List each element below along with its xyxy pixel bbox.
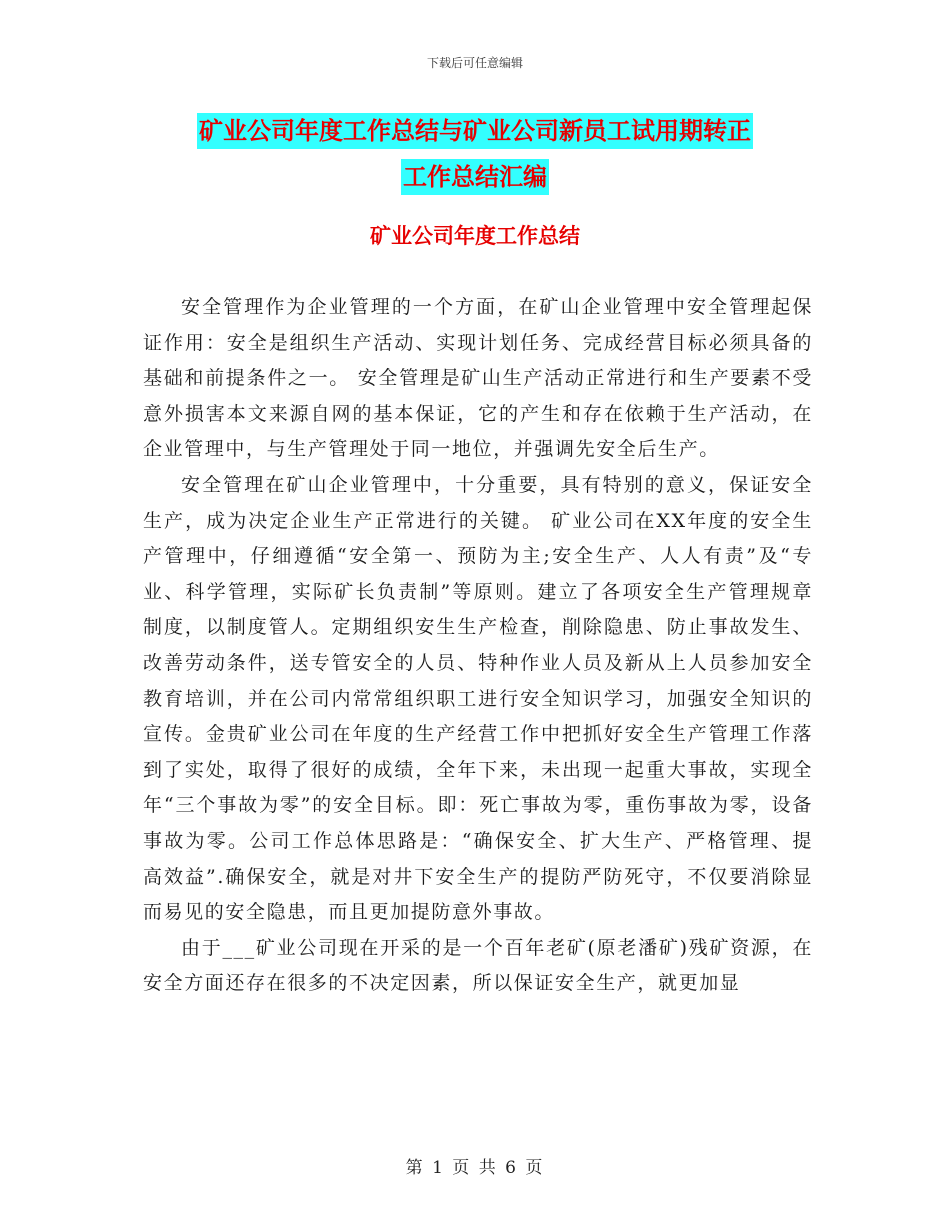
section-heading: 矿业公司年度工作总结: [370, 224, 580, 248]
document-title-line-1: 矿业公司年度工作总结与矿业公司新员工试用期转正: [197, 113, 753, 149]
paragraph: 安全管理作为企业管理的一个方面，在矿山企业管理中安全管理起保证作用：安全是组织生产活动、实现计划任务、完成经营目标必须具备的基础和前提条件之一。 安全管理是矿山生产活动正常进行和生产要素不受意外损害本文来源自网的基本保证，它的产生和存在依赖于生产活动，在企业管理中，与生产管理处于同一地位，并强调先安全后生产。: [143, 296, 813, 461]
document-title: [140, 108, 810, 200]
body-text: [143, 290, 813, 1002]
page-footer: 第 1 页 共 6 页: [405, 1158, 545, 1178]
paragraph: 由于___矿业公司现在开采的是一个百年老矿(原老潘矿)残矿资源，在安全方面还存在很多的不决定因素，所以保证安全生产，就更加显: [143, 936, 813, 995]
paragraph: 安全管理在矿山企业管理中，十分重要，具有特别的意义，保证安全生产，成为决定企业生产正常进行的关键。 矿业公司在XX年度的安全生产管理中，仔细遵循“安全第一、预防为主;安全生产、人人有责”及“专业、科学管理，实际矿长负责制”等原则。建立了各项安全生产管理规章制度，以制度管人。定期组织安生生产检查，削除隐患、防止事故发生、改善劳动条件，送专管安全的人员、特种作业人员及新从上人员参加安全教育培训，并在公司内常常组织职工进行安全知识学习，加强安全知识的宣传。金贵矿业公司在年度的生产经营工作中把抓好安全生产管理工作落到了实处，取得了很好的成绩，全年下来，未出现一起重大事故，实现全年“三个事故为零”的安全目标。即：死亡事故为零，重伤事故为零，设备事故为零。公司工作总体思路是：“确保安全、扩大生产、严格管理、提高效益”.确保安全，就是对井下安全生产的提防严防死守，不仅要消除显而易见的安全隐患，而且更加提防意外事故。: [143, 473, 813, 924]
page-header-note: 下载后可任意编辑: [426, 56, 523, 70]
document-title-line-2: 工作总结汇编: [401, 159, 549, 195]
